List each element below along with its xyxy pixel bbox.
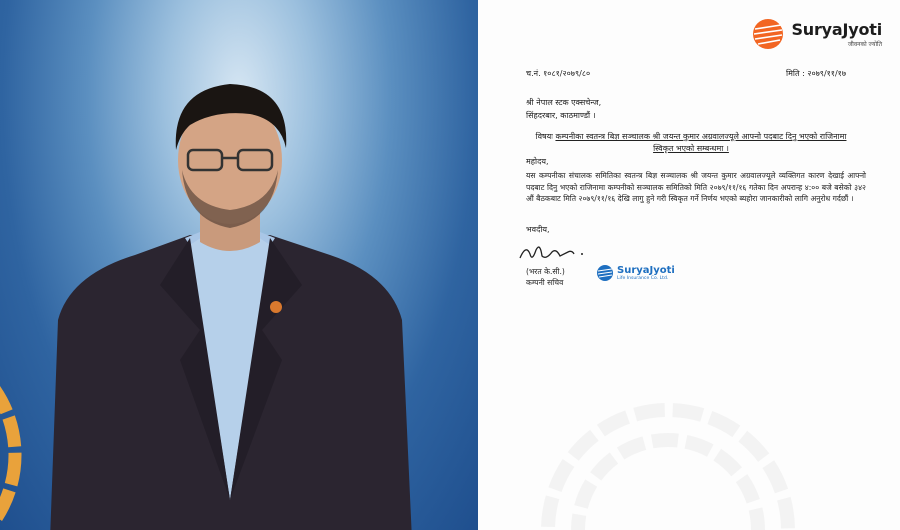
logo-brand-text: SuryaJyoti — [791, 19, 882, 39]
seal-brand-text: SuryaJyoti — [617, 265, 675, 276]
company-seal — [596, 264, 675, 282]
address-line: सिंहदरबार, काठमाण्डौं । — [526, 111, 596, 120]
seal-sun-icon — [596, 264, 614, 282]
letter-body: यस कम्पनीका संचालक समितिका स्वतन्त्र बिज्ञ सञ्चालक श्री जयन्त कुमार अग्रवालज्यूले व्यक्तिगत कारण देखाई आफ्नो पदबाट दिनु भएको राजिनामा कम्पनीको सञ्चालक समितिको मिति २०७९/११/१६ गतेका दिन अपरान्ह ४:०० बजे बसेको ३४२ औं बैठकबाट मिति २०७९/११/१६ देखि लागु हुने गरी स्विकृत गर्ने निर्णय भएको ब्यहोरा जानकारीको लागि अनुरोध गर्दछौं । — [526, 171, 866, 204]
letter-subject — [526, 131, 856, 155]
logo-tagline: जीवनको ज्योति — [847, 40, 882, 48]
person-illustration — [40, 70, 420, 530]
watermark-graphic — [518, 300, 818, 530]
subject-text: कम्पनीका स्वतन्त्र बिज्ञ सञ्चालक श्री जयन्त कुमार अग्रवालज्यूले आफ्नो पदबाट दिनु भएको राजिनामा स्विकृत भएको सम्बन्धमा । — [555, 132, 847, 153]
signer-name: (भरत के.सी.) — [526, 267, 565, 276]
sun-logo-icon — [751, 17, 785, 51]
address-line: श्री नेपाल स्टक एक्सचेन्ज, — [526, 98, 602, 107]
handwritten-signature — [516, 240, 586, 266]
subject-label: विषयः — [535, 132, 553, 141]
recipient-address — [526, 96, 601, 122]
signer-title: कम्पनी सचिव — [526, 278, 564, 287]
letter-date: मिति : २०७९/११/१७ — [786, 69, 846, 78]
reference-number: च.नं. १०८१/२०७९/८० — [526, 69, 591, 78]
closing: भवदीय, — [526, 225, 550, 234]
greeting: महोदय, — [526, 157, 549, 166]
signer-block — [526, 266, 565, 288]
company-logo — [751, 17, 882, 51]
seal-subtitle: Life Insurance Co. Ltd. — [617, 276, 669, 281]
letter-document — [478, 0, 900, 530]
